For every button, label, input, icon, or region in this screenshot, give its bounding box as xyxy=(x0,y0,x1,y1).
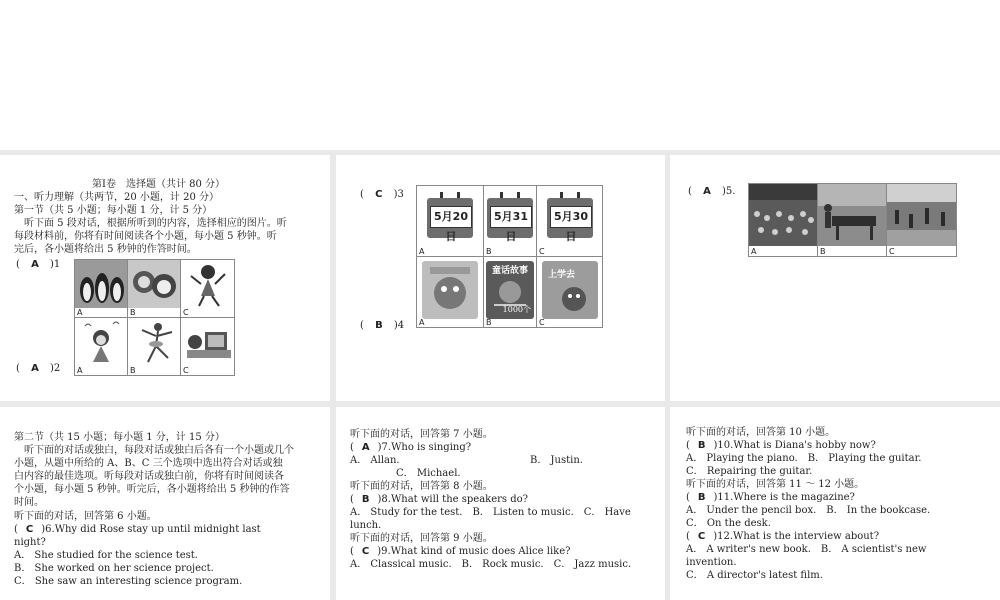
answer-8: B xyxy=(361,494,370,505)
question-5-images xyxy=(748,183,957,257)
option-line: C． On the desk. xyxy=(686,518,771,529)
option-c-calendar: 5月30日 C xyxy=(537,186,603,257)
option-line: lunch. xyxy=(350,520,382,531)
option-c-book: 上学去 C xyxy=(537,257,603,328)
calendar-icon xyxy=(547,192,593,243)
book-subtitle: 1000个 xyxy=(502,305,531,314)
option-a-image: A xyxy=(75,260,128,318)
answer-12: C xyxy=(697,531,706,542)
option-line: invention. xyxy=(686,557,737,568)
lead-line: 听下面的对话，回答第 9 小题。 xyxy=(350,533,493,544)
question-4-label: ( B )4 xyxy=(360,320,405,331)
question-3-4-images xyxy=(416,185,603,328)
book-cover-icon xyxy=(542,261,598,319)
lead-line: 听下面的对话，回答第 11 ～ 12 小题。 xyxy=(686,479,865,490)
option-b-book: 童话故事 1000个 B xyxy=(484,257,537,328)
option-line: C． She saw an interesting science program. xyxy=(14,576,243,587)
lead-line: 听下面的对话，回答第 8 小题。 xyxy=(350,481,493,492)
part-heading: 一、听力理解（共两节，20 小题，计 20 分） xyxy=(14,192,219,203)
instruction-line: 听下面 5 段对话，根据所听到的内容，选择相应的图片。听 xyxy=(14,218,287,229)
ballet-dancer-icon xyxy=(128,318,181,366)
subsection-heading: 第一节（共 5 小题；每小题 1 分，计 5 分） xyxy=(14,205,213,216)
question-11: ( B )11.Where is the magazine? A． Under the pencil box. B． In the bookcase. C． On the desk. xyxy=(686,492,931,529)
slide-panel-2 xyxy=(336,155,665,401)
penguins-icon xyxy=(75,260,128,308)
question-10: ( B )10.What is Diana's hobby now? A． Playing the piano. B． Playing the guitar. C． Repairing the guitar. xyxy=(686,440,922,477)
answer-7: A xyxy=(361,442,370,453)
option-a-image: A xyxy=(75,318,128,376)
slide-panel-5 xyxy=(336,407,665,600)
option-c-image: C xyxy=(181,260,235,318)
watching-tv-icon xyxy=(181,318,235,366)
option-line: A． She studied for the science test. xyxy=(14,550,198,561)
instruction-line: 听下面的对话或独白，每段对话或独白后各有一个小题或几个 xyxy=(14,445,294,456)
option-line: A． Playing the piano. B． Playing the guitar. xyxy=(686,453,922,464)
lead-line: 听下面的对话，回答第 10 小题。 xyxy=(686,427,836,438)
answer-2: A xyxy=(31,363,39,374)
question-1-images xyxy=(74,259,235,318)
option-line: A． Classical music. B． Rock music. C． Jazz music. xyxy=(350,559,632,570)
dancing-character-icon xyxy=(181,260,235,308)
book-cover-icon xyxy=(486,261,534,319)
question-1-label: ( A )1 xyxy=(16,259,61,270)
lead-line: 听下面的对话，回答第 6 小题。 xyxy=(14,511,157,522)
answer-5: A xyxy=(703,186,711,197)
option-line: C． A director's latest film. xyxy=(686,570,823,581)
option-b-image: B xyxy=(818,184,887,257)
slide-panel-6 xyxy=(670,407,1000,600)
calendar-icon xyxy=(427,192,473,243)
answer-9: C xyxy=(361,546,370,557)
question-7: ( A )7.Who is singing? xyxy=(350,442,472,453)
option-line: B． She worked on her science project. xyxy=(14,563,214,574)
answer-6: C xyxy=(25,524,34,535)
option-a-book: A xyxy=(417,257,484,328)
book-title: 童话故事 xyxy=(492,266,529,276)
option-line: A． Under the pencil box. B． In the bookcase. xyxy=(686,505,931,516)
cartoon-animals-icon xyxy=(128,260,181,308)
question-12: ( C )12.What is the interview about? A． A writer's new book. B． A scientist's new invention. C． A director's latest film. xyxy=(686,531,927,581)
section-title: 第Ⅰ卷 选择题（共计 80 分） xyxy=(92,179,226,190)
answer-11: B xyxy=(697,492,706,503)
instruction-line: 白内容的最佳选项。听每段对话或独白前，你将有时间阅读各 xyxy=(14,471,284,482)
option-c-image: C xyxy=(887,184,957,257)
question-8: ( B )8.What will the speakers do? A． Study for the test. B． Listen to music. C． Have lunch. xyxy=(350,494,631,531)
question-3-label: ( C )3 xyxy=(360,189,404,200)
option-line: A． A writer's new book. B． A scientist's new xyxy=(686,544,927,555)
calendar-icon xyxy=(487,192,533,243)
option-a-calendar: 5月20日 A xyxy=(417,186,484,257)
slide-panel-1 xyxy=(0,155,330,401)
instructions xyxy=(14,444,294,509)
singing-girl-icon xyxy=(75,318,128,366)
question-6: ( C )6.Why did Rose stay up until midnight last night? A． She studied for the science test. B． She worked on her science project. C． She saw an interesting science program. xyxy=(14,524,261,587)
slide-panel-3 xyxy=(670,155,1000,401)
instruction-line: 每段材料前，你将有时间阅读各个小题，每小题 5 秒钟。听 xyxy=(14,231,277,242)
option-b-calendar: 5月31日 B xyxy=(484,186,537,257)
option-a-image: A xyxy=(749,184,818,257)
slide-panel-4 xyxy=(0,407,330,600)
question-5-label: ( A )5. xyxy=(688,186,736,197)
question-9: ( C )9.What kind of music does Alice like? A． Classical music. B． Rock music. C． Jazz music. xyxy=(350,546,632,570)
question-2-images xyxy=(74,318,235,376)
calendar-date: 5月20日 xyxy=(430,206,472,228)
instructions xyxy=(14,217,287,256)
calendar-date: 5月30日 xyxy=(550,206,592,228)
book-cover-icon xyxy=(422,261,478,319)
book-title: 上学去 xyxy=(548,270,576,280)
option-b-image: B xyxy=(128,260,181,318)
blank-slide-area xyxy=(0,0,1000,150)
instruction-line: 完后，各小题将给出 5 秒钟的作答时间。 xyxy=(14,244,197,255)
gym-photo-icon xyxy=(887,184,957,246)
instruction-line: 个小题，每小题 5 秒钟。听完后，各小题将给出 5 秒钟的作答 xyxy=(14,484,290,495)
lead-line: 听下面的对话，回答第 7 小题。 xyxy=(350,429,493,440)
answer-4: B xyxy=(375,320,383,331)
orchestra-photo-icon xyxy=(749,184,818,246)
question-2-label: ( A )2 xyxy=(16,363,61,374)
option-line: B． Justin. xyxy=(530,455,583,466)
option-c-image: C xyxy=(181,318,235,376)
option-line: A． Study for the test. B． Listen to music. C． Have xyxy=(350,507,631,518)
option-b-image: B xyxy=(128,318,181,376)
instruction-line: 小题，从题中所给的 A、B、C 三个选项中选出符合对话或独 xyxy=(14,458,283,469)
table-tennis-photo-icon xyxy=(818,184,887,246)
calendar-date: 5月31日 xyxy=(490,206,532,228)
option-line: C． Repairing the guitar. xyxy=(686,466,813,477)
answer-3: C xyxy=(375,189,383,200)
option-line: A． Allan. xyxy=(350,455,400,466)
instruction-line: 时间。 xyxy=(14,497,44,508)
subsection-heading: 第二节（共 15 小题；每小题 1 分，计 15 分） xyxy=(14,432,225,443)
option-line: C． Michael. xyxy=(396,468,461,479)
answer-1: A xyxy=(31,259,39,270)
answer-10: B xyxy=(697,440,706,451)
